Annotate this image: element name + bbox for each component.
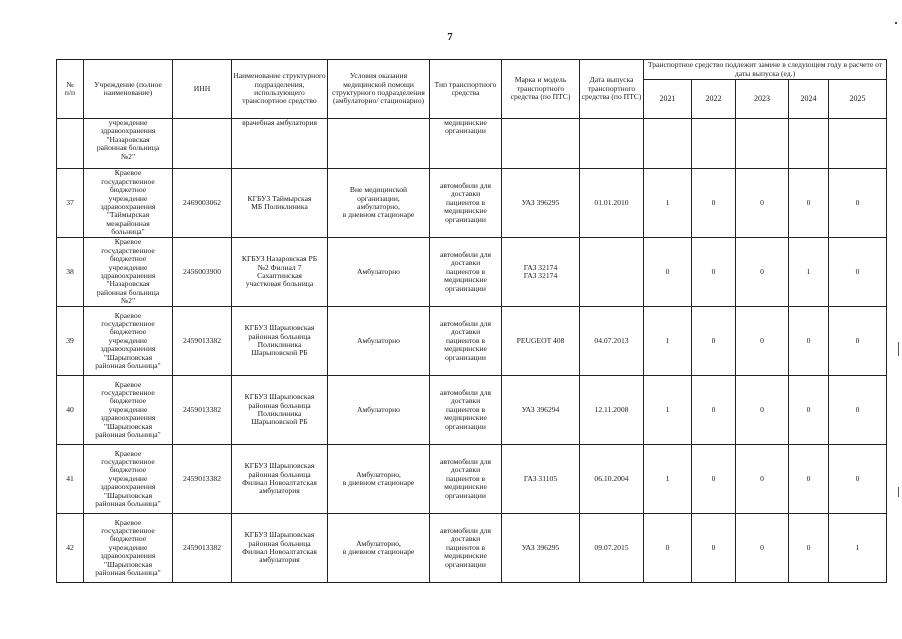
- cell-year: [692, 119, 736, 169]
- header-year: 2024: [789, 80, 829, 119]
- cell-year: 0: [692, 238, 736, 307]
- cell-num: [57, 119, 84, 169]
- cell-conditions: [328, 119, 430, 169]
- table-row: [57, 238, 887, 307]
- cell-inn: 2469003062: [173, 169, 232, 238]
- cell-vehicle-type: автомобили для доставки пациентов в медицинские организации: [430, 445, 502, 514]
- cell-vehicle-type: автомобили для доставки пациентов в медицинские организации: [430, 514, 502, 583]
- cell-release-date: 01.01.2010: [580, 169, 644, 238]
- cell-release-date: 06.10.2004: [580, 445, 644, 514]
- cell-institution: Краевое государственное бюджетное учреждение здравоохранения "Шарыповская районная больница": [84, 307, 173, 376]
- header-year: 2023: [736, 80, 789, 119]
- cell-division: КГБУЗ Шарыповская районная больница Филиал Новоалтатская амбулатория: [232, 445, 328, 514]
- cell-release-date: 04.07.2013: [580, 307, 644, 376]
- cell-institution: Краевое государственное бюджетное учреждение здравоохранения "Шарыповская районная больница": [84, 376, 173, 445]
- cell-inn: [173, 119, 232, 169]
- cell-vehicle-type: автомобили для доставки пациентов в медицинские организации: [430, 169, 502, 238]
- cell-vehicle-type: автомобили для доставки пациентов в медицинские организации: [430, 307, 502, 376]
- cell-year: 0: [829, 169, 887, 238]
- cell-year: 0: [789, 376, 829, 445]
- cell-year: 0: [736, 307, 789, 376]
- cell-year: 0: [644, 514, 692, 583]
- cell-division: КГБУЗ Назаровская РБ №2 Филиал 7 Сахаптинская участковая больница: [232, 238, 328, 307]
- cell-division: КГБУЗ Таймырская МБ Поликлиника: [232, 169, 328, 238]
- header-year: 2022: [692, 80, 736, 119]
- cell-year: [644, 119, 692, 169]
- cell-year: 0: [692, 376, 736, 445]
- continuation-row: [57, 119, 887, 169]
- cell-num: 41: [57, 445, 84, 514]
- header-row: [57, 60, 887, 80]
- cell-year: 0: [692, 169, 736, 238]
- cell-num: 37: [57, 169, 84, 238]
- cell-year: 0: [736, 445, 789, 514]
- header-vehicle-type: Тип транспортного средства: [430, 60, 502, 119]
- cell-year: 1: [644, 307, 692, 376]
- table-row: [57, 514, 887, 583]
- cell-year: [829, 119, 887, 169]
- cell-year: 0: [829, 238, 887, 307]
- cell-conditions: Амбулаторно: [328, 307, 430, 376]
- cell-num: 42: [57, 514, 84, 583]
- cell-year: 0: [692, 307, 736, 376]
- cell-brand: УАЗ 396295: [502, 514, 580, 583]
- header-division: Наименование структурного подразделения, использующего транспортное средство: [232, 60, 328, 119]
- header-conditions: Условия оказания медицинской помощи структурного подразделения (амбулаторно/ стационарно): [328, 60, 430, 119]
- cell-year: 0: [829, 376, 887, 445]
- cell-vehicle-type: автомобили для доставки пациентов в медицинские организации: [430, 238, 502, 307]
- cell-division: КГБУЗ Шарыповская районная больница Поликлиника Шарыповской РБ: [232, 307, 328, 376]
- cell-release-date: 09.07.2015: [580, 514, 644, 583]
- cell-inn: 2456003900: [173, 238, 232, 307]
- header-year: 2025: [829, 80, 887, 119]
- vehicle-registry-table: [56, 59, 887, 583]
- cell-conditions: Амбулаторно, в дневном стационаре: [328, 445, 430, 514]
- cell-year: 0: [736, 376, 789, 445]
- cell-year: 0: [736, 514, 789, 583]
- cell-year: 1: [644, 376, 692, 445]
- cell-conditions: Вне медицинской организации, амбулаторно, в дневном стационаре: [328, 169, 430, 238]
- cell-vehicle-type: медицинские организации: [430, 119, 502, 169]
- cell-num: 40: [57, 376, 84, 445]
- cell-year: 0: [789, 169, 829, 238]
- table-row: [57, 445, 887, 514]
- cell-year: 0: [789, 307, 829, 376]
- cell-year: [789, 119, 829, 169]
- cell-year: 0: [789, 445, 829, 514]
- cell-brand: [502, 119, 580, 169]
- cell-year: 1: [789, 238, 829, 307]
- cell-year: 0: [736, 169, 789, 238]
- cell-year: 1: [644, 445, 692, 514]
- cell-division: врачебная амбулатория: [232, 119, 328, 169]
- cell-brand: ГАЗ 32174 ГАЗ 32174: [502, 238, 580, 307]
- scan-dot: [895, 22, 897, 24]
- cell-release-date: [580, 238, 644, 307]
- cell-year: 0: [736, 238, 789, 307]
- header-brand: Марка и модель транспортного средства (по ПТС): [502, 60, 580, 119]
- cell-institution: Краевое государственное бюджетное учреждение здравоохранения "Шарыповская районная больница": [84, 514, 173, 583]
- page-number: 7: [447, 31, 453, 43]
- cell-inn: 2459013382: [173, 307, 232, 376]
- cell-year: 0: [692, 514, 736, 583]
- cell-year: 0: [829, 307, 887, 376]
- cell-conditions: Амбулаторно: [328, 238, 430, 307]
- cell-brand: PEUGEOT 408: [502, 307, 580, 376]
- cell-division: КГБУЗ Шарыповская районная больница Филиал Новоалтатская амбулатория: [232, 514, 328, 583]
- cell-division: КГБУЗ Шарыповская районная больница Поликлиника Шарыповской РБ: [232, 376, 328, 445]
- table-row: [57, 307, 887, 376]
- cell-year: 0: [644, 238, 692, 307]
- cell-num: 38: [57, 238, 84, 307]
- cell-institution: Краевое государственное бюджетное учреждение здравоохранения "Таймырская межрайонная больница": [84, 169, 173, 238]
- cell-brand: ГАЗ 31105: [502, 445, 580, 514]
- cell-inn: 2459013382: [173, 514, 232, 583]
- cell-release-date: 12.11.2008: [580, 376, 644, 445]
- cell-year: 0: [692, 445, 736, 514]
- cell-conditions: Амбулаторно: [328, 376, 430, 445]
- cell-institution: Краевое государственное бюджетное учреждение здравоохранения "Назаровская районная больница №2": [84, 238, 173, 307]
- cell-brand: УАЗ 396295: [502, 169, 580, 238]
- cell-num: 39: [57, 307, 84, 376]
- cell-year: 0: [789, 514, 829, 583]
- table-row: [57, 376, 887, 445]
- header-release-date: Дата выпуска транспортного средства (по ПТС): [580, 60, 644, 119]
- scan-mark: [898, 487, 899, 497]
- cell-inn: 2459013382: [173, 376, 232, 445]
- header-inn: ИНН: [173, 60, 232, 119]
- scan-mark: [898, 342, 899, 356]
- cell-vehicle-type: автомобили для доставки пациентов в медицинские организации: [430, 376, 502, 445]
- cell-conditions: Амбулаторно, в дневном стационаре: [328, 514, 430, 583]
- table-row: [57, 169, 887, 238]
- header-institution: Учреждение (полное наименование): [84, 60, 173, 119]
- cell-year: 0: [829, 445, 887, 514]
- cell-institution: Краевое государственное бюджетное учреждение здравоохранения "Шарыповская районная больница": [84, 445, 173, 514]
- cell-institution: учреждение здравоохранения "Назаровская районная больница №2": [84, 119, 173, 169]
- cell-release-date: [580, 119, 644, 169]
- cell-year: [736, 119, 789, 169]
- header-replacement-group: Транспортное средство подлежит замене в следующем году в расчете от даты выпуска (ед.): [644, 60, 887, 80]
- header-year: 2021: [644, 80, 692, 119]
- cell-brand: УАЗ 396294: [502, 376, 580, 445]
- header-num: № п/п: [57, 60, 84, 119]
- cell-year: 1: [644, 169, 692, 238]
- cell-year: 1: [829, 514, 887, 583]
- cell-inn: 2459013382: [173, 445, 232, 514]
